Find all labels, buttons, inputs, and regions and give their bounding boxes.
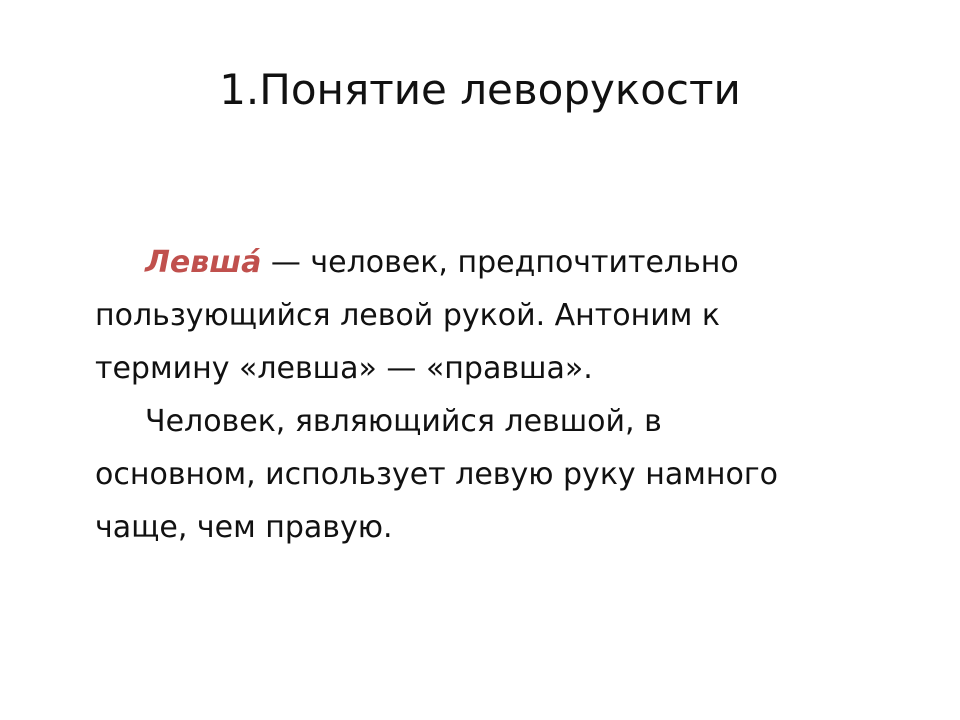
text-line: пользующийся левой рукой. Антоним к <box>95 298 721 333</box>
text-line: чаще, чем правую. <box>95 510 393 545</box>
paragraph-definition <box>95 236 895 395</box>
text-line <box>95 236 895 289</box>
text-line: термину «левша» — «правша». <box>95 351 593 386</box>
slide-body <box>95 236 895 554</box>
slide-title: 1.Понятие леворукости <box>219 65 741 114</box>
paragraph-explanation <box>95 395 895 554</box>
text-line: основном, использует левую руку намного <box>95 457 778 492</box>
definition-text: — человек, предпочтительно <box>261 245 739 280</box>
explanation-text: Человек, являющийся левшой, в <box>145 404 662 439</box>
text-line <box>95 395 895 448</box>
highlighted-term: Левша́ <box>145 245 262 280</box>
